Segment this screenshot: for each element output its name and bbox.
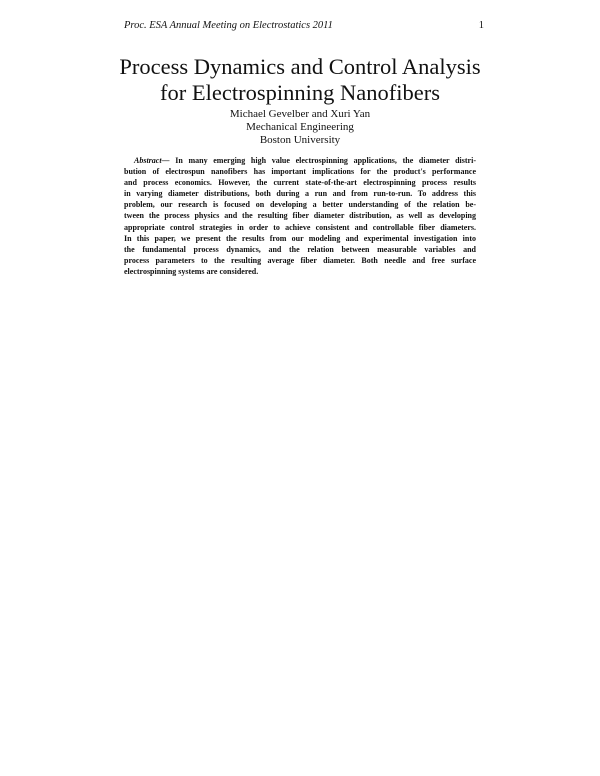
abstract-line: process parameters to the resulting average fiber diameter. Both needle and free surface (124, 255, 476, 265)
abstract (124, 155, 476, 277)
abstract-line (124, 155, 476, 166)
abstract-line: appropriate control strategies in order to achieve consistent and controllable fiber diameters. (124, 222, 476, 232)
paper-title (100, 54, 500, 106)
abstract-line: bution of electrospun nanofibers has important implications for the product's performance (124, 167, 476, 177)
running-header (124, 20, 484, 34)
author-institution: Boston University (259, 134, 341, 146)
author-block (150, 108, 450, 147)
abstract-line: problem, our research is focused on developing a better understanding of the relation be- (124, 200, 476, 210)
author-names: Michael Gevelber and Xuri Yan (229, 108, 371, 120)
title-line-2: for Electrospinning Nanofibers (160, 80, 440, 105)
author-department: Mechanical Engineering (246, 121, 354, 133)
page-number: 1 (478, 20, 484, 31)
abstract-line: in varying diameter distributions, both during a run and from run-to-run. To address this (124, 189, 476, 199)
abstract-label: Abstract— (134, 156, 170, 165)
journal-name: Proc. ESA Annual Meeting on Electrostatics 2011 (124, 20, 333, 31)
abstract-line: In this paper, we present the results from our modeling and experimental investigation into (124, 233, 476, 243)
abstract-line: the fundamental process dynamics, and the relation between measurable variables and (124, 244, 476, 254)
abstract-line-text: In many emerging high value electrospinning applications, the diameter distri- (169, 156, 476, 165)
title-line-1: Process Dynamics and Control Analysis (119, 54, 481, 79)
abstract-line: and process economics. However, the current state-of-the-art electrospinning process results (124, 178, 476, 188)
abstract-line: tween the process physics and the resulting fiber diameter distribution, as well as developing (124, 211, 476, 221)
abstract-line: electrospinning systems are considered. (124, 266, 259, 276)
